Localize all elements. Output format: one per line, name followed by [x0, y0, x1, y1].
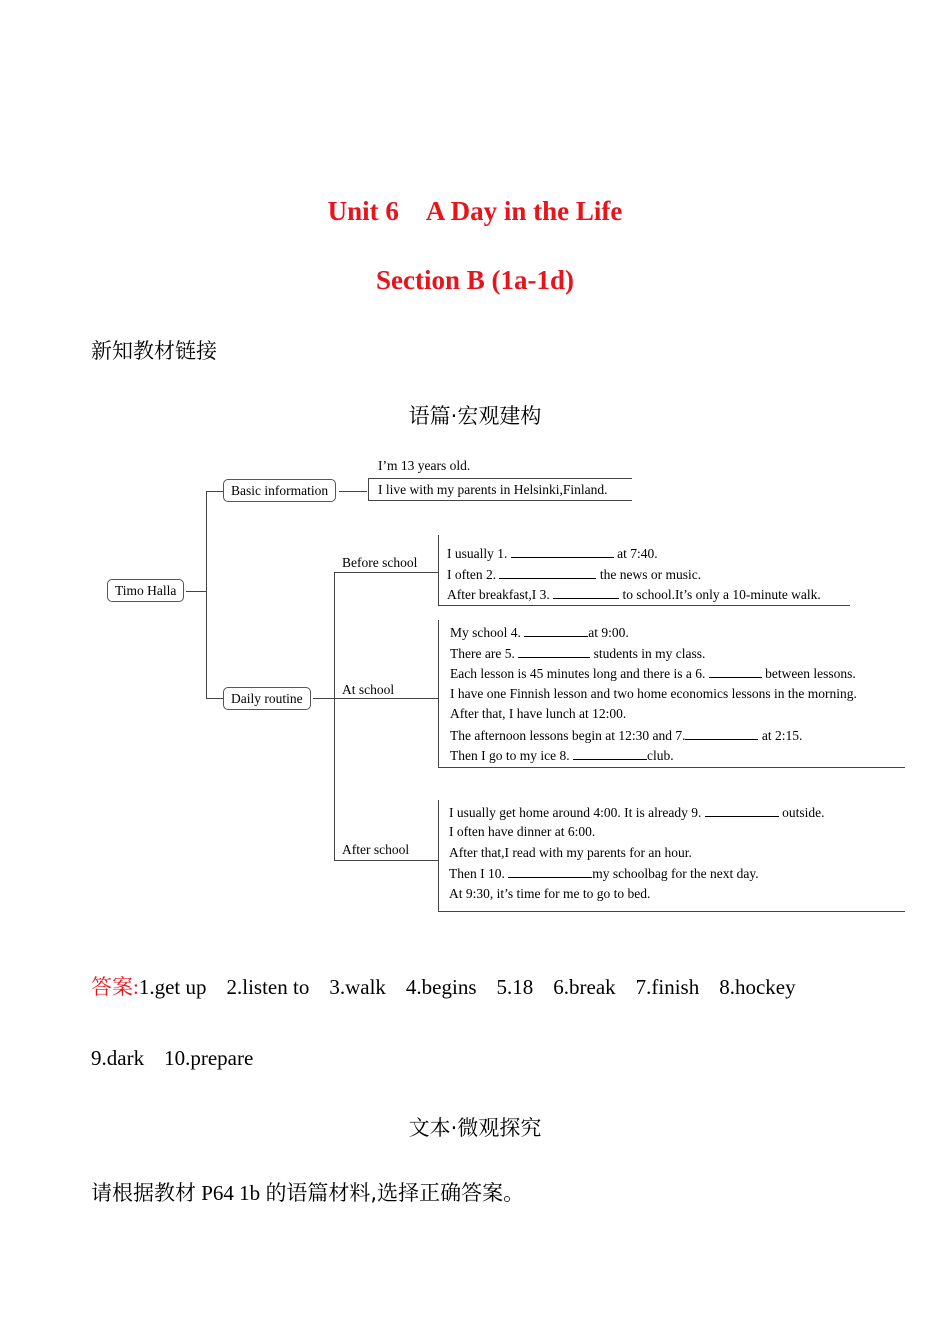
at-sentence-6: The afternoon lessons begin at 12:30 and 7. at 2:15. [450, 728, 803, 743]
connector [206, 491, 207, 699]
answer-item: 2.listen to [226, 975, 310, 999]
at-sentence-4: I have one Finnish lesson and two home economics lessons in the morning. [450, 686, 857, 701]
connector [438, 767, 905, 768]
connector [334, 572, 438, 573]
blank-1 [511, 545, 614, 558]
after-school-label: After school [342, 842, 410, 857]
answer-item: 6.break [553, 975, 616, 999]
answers-line-1: 答案:1.get up 2.listen to 3.walk 4.begins 5.18 6.break 7.finish 8.hockey [91, 975, 796, 999]
connector [334, 572, 335, 861]
section-title: Section B (1a-1d) [376, 265, 574, 295]
after-sentence-1: I usually get home around 4:00. It is already 9. outside. [449, 805, 825, 820]
unit-title: Unit 6 A Day in the Life [327, 196, 623, 226]
answer-item: 8.hockey [719, 975, 796, 999]
connector [438, 911, 905, 912]
answer-item: 10.prepare [164, 1046, 254, 1070]
basic-sentence: I’m 13 years old. [378, 458, 471, 473]
basic-sentence: I live with my parents in Helsinki,Finland. [378, 482, 608, 497]
after-sentence-2: I often have dinner at 6:00. [449, 824, 596, 839]
connector [186, 591, 206, 592]
blank-6 [709, 665, 762, 678]
before-sentence-3: After breakfast,I 3. to school.It’s only a 10-minute walk. [447, 587, 821, 602]
connector [368, 478, 369, 500]
after-sentence-4: Then I 10. my schoolbag for the next day. [449, 866, 759, 881]
answer-item: 9.dark [91, 1046, 145, 1070]
connector [438, 620, 439, 767]
blank-9 [705, 804, 779, 817]
connector [206, 491, 223, 492]
after-sentence-5: At 9:30, it’s time for me to go to bed. [449, 886, 651, 901]
at-sentence-3: Each lesson is 45 minutes long and there is a 6. between lessons. [450, 666, 856, 681]
before-school-label: Before school [342, 555, 418, 570]
daily-routine-node: Daily routine [223, 687, 311, 710]
connector [368, 500, 632, 501]
after-sentence-3: After that,I read with my parents for an hour. [449, 845, 692, 860]
answer-item: 4.begins [405, 975, 477, 999]
blank-5 [518, 645, 590, 658]
blank-4 [524, 624, 588, 637]
connector [334, 698, 438, 699]
answer-item: 3.walk [329, 975, 386, 999]
instruction: 请根据教材 P64 1b 的语篇材料,选择正确答案。 [91, 1181, 525, 1205]
connector [334, 860, 438, 861]
before-sentence-2: I often 2. the news or music. [447, 567, 702, 582]
at-school-label: At school [342, 682, 395, 697]
root-node: Timo Halla [107, 579, 184, 602]
macro-heading: 语篇·宏观建构 [408, 404, 542, 428]
blank-2 [499, 566, 596, 579]
answer-item: 1.get up [138, 975, 207, 999]
answers-line-2 [91, 1046, 253, 1071]
connector [206, 698, 223, 699]
link-heading: 新知教材链接 [91, 339, 217, 363]
blank-10 [508, 865, 592, 878]
connector [438, 535, 439, 606]
answer-item: 7.finish [635, 975, 700, 999]
connector [339, 491, 367, 492]
blank-7 [685, 727, 758, 740]
blank-8 [573, 747, 647, 760]
basic-info-node: Basic information [223, 479, 336, 502]
at-sentence-2: There are 5. students in my class. [450, 646, 706, 661]
answers-label: 答案 [91, 975, 133, 999]
before-sentence-1: I usually 1. at 7:40. [447, 546, 658, 561]
connector [438, 800, 439, 912]
at-sentence-7: Then I go to my ice 8. club. [450, 748, 674, 763]
blank-3 [553, 586, 619, 599]
at-sentence-5: After that, I have lunch at 12:00. [450, 706, 627, 721]
answer-item: 5.18 [496, 975, 534, 999]
connector [368, 478, 632, 479]
connector [313, 698, 334, 699]
at-sentence-1: My school 4. at 9:00. [450, 625, 629, 640]
connector [438, 605, 850, 606]
micro-heading: 文本·微观探究 [408, 1116, 542, 1140]
